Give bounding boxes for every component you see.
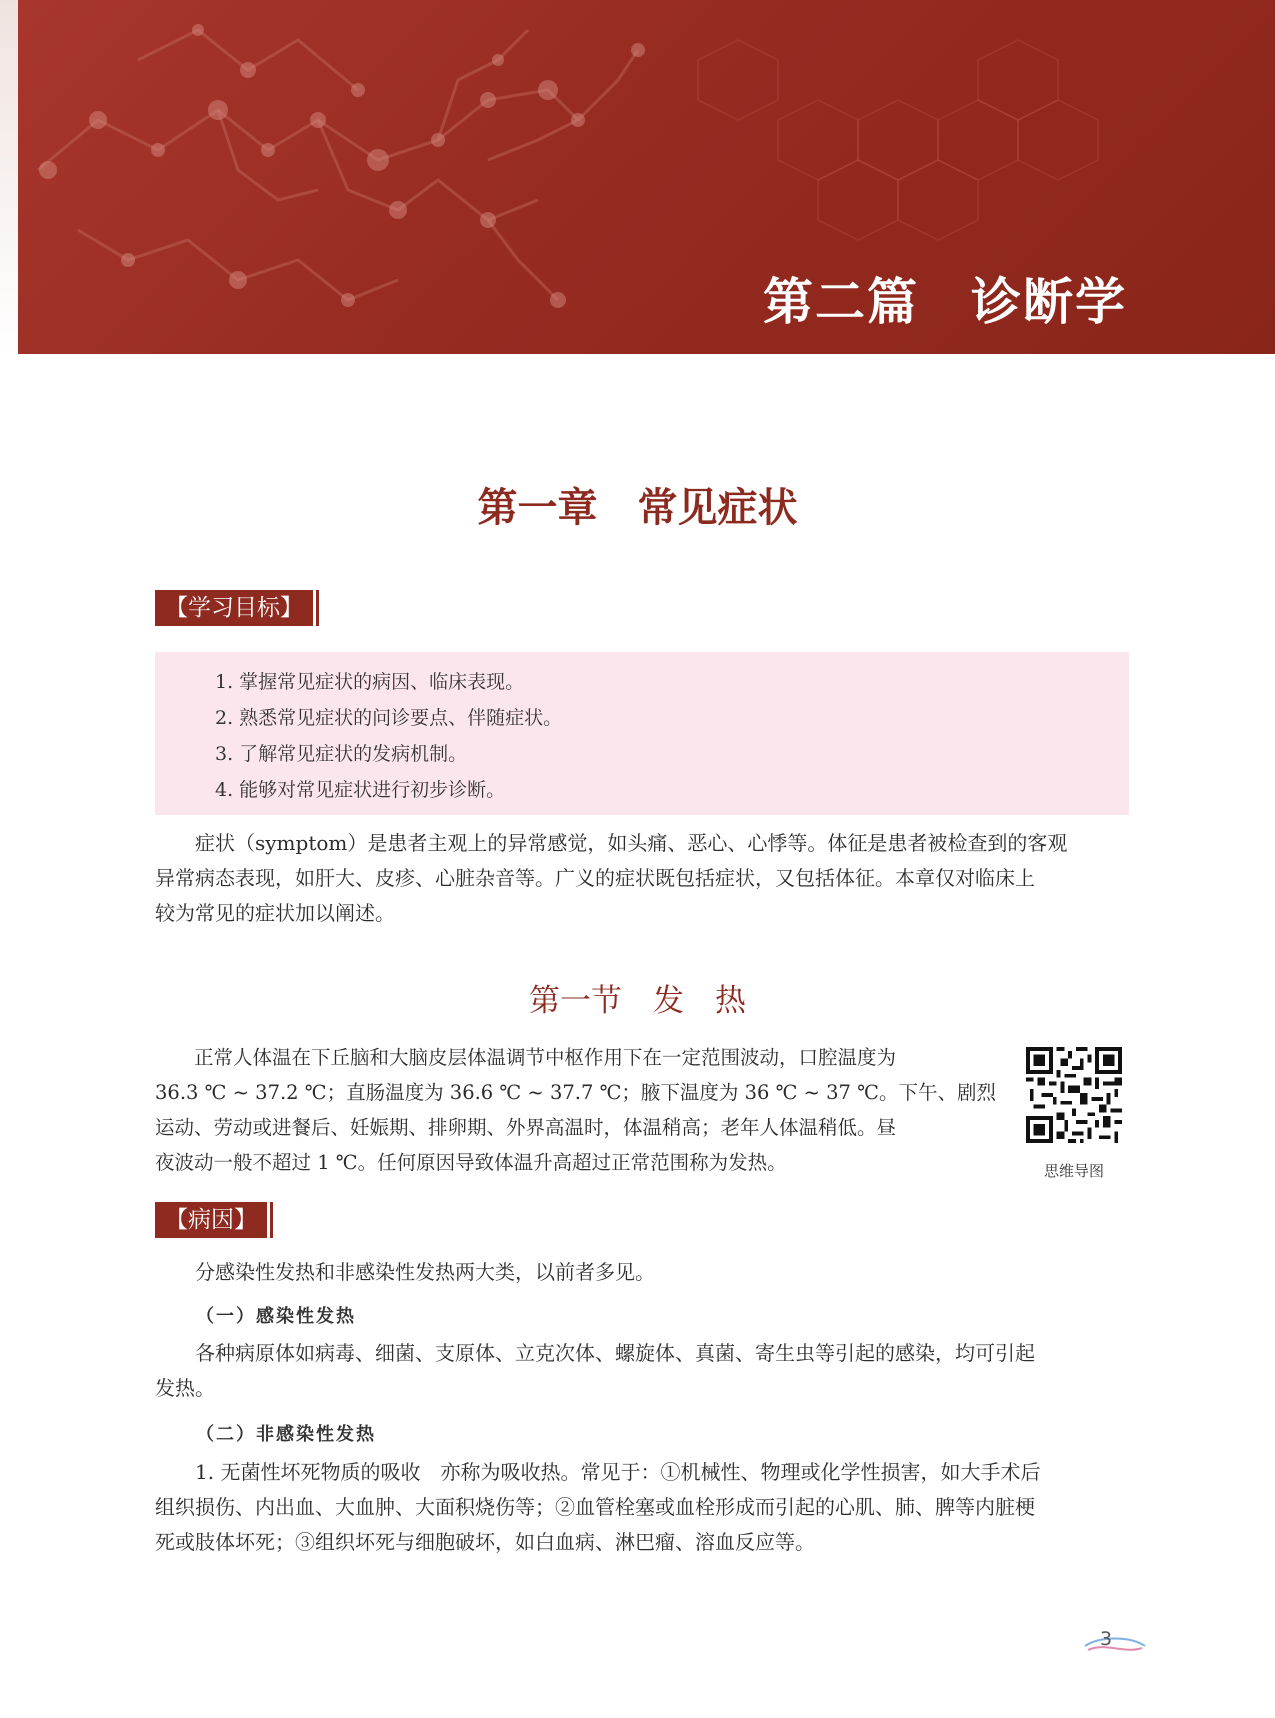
text-line: 较为常见的症状加以阐述。 — [155, 901, 395, 925]
intro-paragraph — [155, 826, 1129, 931]
subheading-infectious: （一）感染性发热 — [196, 1306, 356, 1327]
noninfectious-paragraph — [155, 1455, 1129, 1560]
page-number-swirl-icon — [1080, 1628, 1150, 1658]
chapter-title: 第一章 常见症状 — [477, 484, 798, 531]
objective-item: 4. 能够对常见症状进行初步诊断。 — [215, 779, 506, 801]
text-line: 正常人体温在下丘脑和大脑皮层体温调节中枢作用下在一定范围波动，口腔温度为 — [155, 1046, 897, 1069]
text-line: 1. 无菌性坏死物质的吸收 亦称为吸收热。常见于：①机械性、物理或化学性损害，如大手术后 — [155, 1460, 1041, 1484]
etiology-tag: 【病因】 — [155, 1202, 267, 1238]
qr-caption: 思维导图 — [1043, 1162, 1104, 1180]
objectives-box — [155, 652, 1129, 815]
text-line: 组织损伤、内出血、大血肿、大面积烧伤等；②血管栓塞或血栓形成而引起的心肌、肺、脾等内脏梗 — [155, 1495, 1035, 1519]
text-line: 各种病原体如病毒、细菌、支原体、立克次体、螺旋体、真菌、寄生虫等引起的感染，均可引起 — [155, 1341, 1035, 1365]
subheading-noninfectious: （二）非感染性发热 — [196, 1424, 376, 1445]
text-line: 分感染性发热和非感染性发热两大类，以前者多见。 — [155, 1260, 655, 1284]
text-line: 夜波动一般不超过 1 ℃。任何原因导致体温升高超过正常范围称为发热。 — [155, 1151, 787, 1174]
objective-item: 2. 熟悉常见症状的问诊要点、伴随症状。 — [215, 707, 563, 729]
infectious-paragraph — [155, 1336, 1129, 1406]
objective-item: 1. 掌握常见症状的病因、临床表现。 — [215, 671, 525, 693]
objectives-tag: 【学习目标】 — [155, 590, 313, 626]
text-line: 发热。 — [155, 1376, 215, 1400]
objective-item: 3. 了解常见症状的发病机制。 — [215, 743, 468, 765]
page-edge — [0, 0, 18, 354]
part-banner — [18, 0, 1275, 354]
etiology-summary — [155, 1255, 1129, 1290]
part-title: 第二篇 诊断学 — [763, 273, 1127, 331]
text-line: 症状（symptom）是患者主观上的异常感觉，如头痛、恶心、心悸等。体征是患者被检查到的客观 — [155, 831, 1068, 855]
section-title: 第一节 发 热 — [529, 983, 746, 1019]
text-line: 运动、劳动或进餐后、妊娠期、排卵期、外界高温时，体温稍高；老年人体温稍低。昼 — [155, 1116, 897, 1139]
text-line: 异常病态表现，如肝大、皮疹、心脏杂音等。广义的症状既包括症状，又包括体征。本章仅对临床上 — [155, 866, 1035, 890]
page-number — [1080, 1628, 1150, 1658]
fever-intro-paragraph — [155, 1040, 1005, 1180]
page-number-text: 3 — [1100, 1628, 1113, 1650]
text-line: 36.3 ℃ ~ 37.2 ℃；直肠温度为 36.6 ℃ ~ 37.7 ℃；腋下温度为 36 ℃ ~ 37 ℃。下午、剧烈 — [155, 1081, 996, 1104]
text-line: 死或肢体坏死；③组织坏死与细胞破坏，如白血病、淋巴瘤、溶血反应等。 — [155, 1530, 815, 1554]
qr-code-icon[interactable] — [1026, 1047, 1122, 1143]
